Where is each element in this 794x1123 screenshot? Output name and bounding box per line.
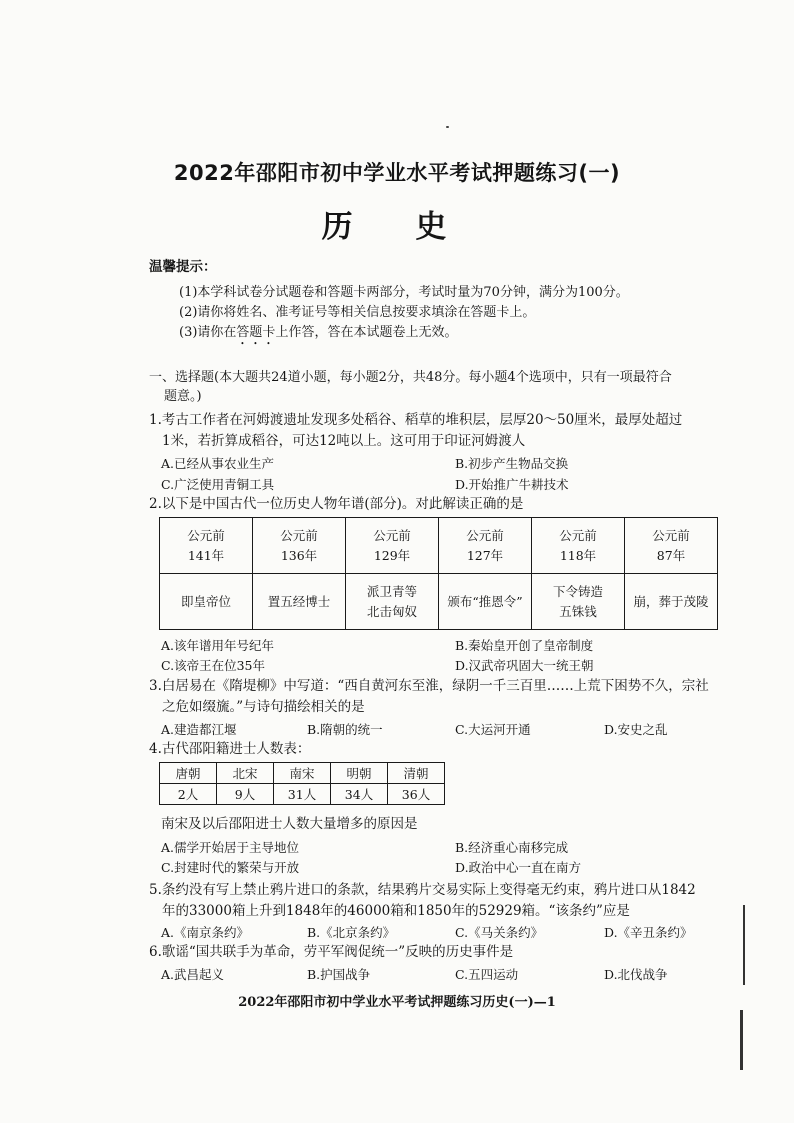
count-row xyxy=(160,784,445,805)
question-5-line-2: 年的33000箱上升到1848年的46000箱和1850年的52929箱。“该条约”应是 xyxy=(162,903,630,919)
q2-option-d: D.汉武帝巩固大一统王朝 xyxy=(455,658,594,673)
q3-option-c: C.大运河开通 xyxy=(455,722,531,737)
section-heading xyxy=(149,368,749,406)
count-cell: 2人 xyxy=(160,784,217,805)
tip-item-3-emphasis: 答题卡 xyxy=(236,325,276,340)
q5-option-b: B.《北京条约》 xyxy=(307,925,396,940)
q5-option-c: C.《马关条约》 xyxy=(455,925,544,940)
q6-option-d: D.北伐战争 xyxy=(604,967,668,982)
q6-option-c: C.五四运动 xyxy=(455,967,519,982)
chronology-table xyxy=(159,517,718,630)
q2-option-a: A.该年谱用年号纪年 xyxy=(161,638,275,653)
dynasty-cell: 清朝 xyxy=(388,763,445,784)
dynasty-row xyxy=(160,763,445,784)
section-line-2: 题意。) xyxy=(164,389,202,404)
q1-option-b: B.初步产生物品交换 xyxy=(455,456,569,471)
section-line-1: 一、选择题(本大题共24道小题，每小题2分，共48分。每小题4个选项中，只有一项最符合 xyxy=(149,370,672,385)
q2-option-b: B.秦始皇开创了皇帝制度 xyxy=(455,638,594,653)
q5-option-d: D.《辛丑条约》 xyxy=(604,925,693,940)
q4-option-c: C.封建时代的繁荣与开放 xyxy=(161,860,300,875)
q3-option-a: A.建造都江堰 xyxy=(161,722,237,737)
question-1-line-1: 1.考古工作者在河姆渡遗址发现多处稻谷、稻草的堆积层，层厚20～50厘米，最厚处超过 xyxy=(149,412,683,428)
scan-edge-line xyxy=(740,1010,743,1070)
q5-option-a: A.《南京条约》 xyxy=(161,925,250,940)
tip-item-3-prefix: (3)请你在 xyxy=(179,325,237,340)
dynasty-cell: 南宋 xyxy=(274,763,331,784)
question-2: 2.以下是中国古代一位历史人物年谱(部分)。对此解读正确的是 xyxy=(149,496,524,512)
question-4-stem: 南宋及以后邵阳进士人数大量增多的原因是 xyxy=(161,816,418,832)
count-cell: 34人 xyxy=(331,784,388,805)
tip-item-3-suffix: 上作答，答在本试题卷上无效。 xyxy=(275,325,458,340)
year-cell: 公元前 136年 xyxy=(253,518,346,574)
chronology-years-row xyxy=(160,518,718,574)
event-cell: 派卫青等 北击匈奴 xyxy=(346,574,439,630)
q4-option-d: D.政治中心一直在南方 xyxy=(455,860,582,875)
scan-speck xyxy=(446,126,449,128)
subject-title: 历 史 xyxy=(321,209,473,245)
count-cell: 31人 xyxy=(274,784,331,805)
chronology-events-row xyxy=(160,574,718,630)
q4-option-b: B.经济重心南移完成 xyxy=(455,840,569,855)
tip-item-3 xyxy=(179,321,457,348)
q4-option-a: A.儒学开始居于主导地位 xyxy=(161,840,300,855)
question-1-line-2: 1米，若折算成稻谷，可达12吨以上。这可用于印证河姆渡人 xyxy=(162,433,526,449)
tips-heading: 温馨提示： xyxy=(149,259,217,275)
question-3-line-2: 之危如缀旒。”与诗句描绘相关的是 xyxy=(162,699,365,715)
event-cell: 即皇帝位 xyxy=(160,574,253,630)
q1-option-d: D.开始推广牛耕技术 xyxy=(455,477,569,492)
dynasty-cell: 明朝 xyxy=(331,763,388,784)
question-1 xyxy=(149,410,754,452)
event-cell: 颁布“推恩令” xyxy=(439,574,532,630)
event-cell: 崩，葬于茂陵 xyxy=(625,574,718,630)
q1-option-a: A.已经从事农业生产 xyxy=(161,456,275,471)
year-cell: 公元前 141年 xyxy=(160,518,253,574)
q6-option-b: B.护国战争 xyxy=(307,967,371,982)
q3-option-d: D.安史之乱 xyxy=(604,722,668,737)
page-footer: 2022年邵阳市初中学业水平考试押题练习历史(一)—1 xyxy=(238,995,556,1010)
scan-edge-line xyxy=(743,905,745,985)
question-5 xyxy=(149,880,754,922)
q6-option-a: A.武昌起义 xyxy=(161,967,225,982)
event-cell: 置五经博士 xyxy=(253,574,346,630)
count-cell: 9人 xyxy=(217,784,274,805)
q2-option-c: C.该帝王在位35年 xyxy=(161,658,265,673)
question-6: 6.歌谣“国共联手为革命，劳平军阀促统一”反映的历史事件是 xyxy=(149,944,514,960)
exam-title: 2022年邵阳市初中学业水平考试押题练习(一) xyxy=(173,161,621,185)
year-cell: 公元前 87年 xyxy=(625,518,718,574)
question-5-line-1: 5.条约没有写上禁止鸦片进口的条款，结果鸦片交易实际上变得毫无约束，鸦片进口从1842 xyxy=(149,882,696,898)
question-4: 4.古代邵阳籍进士人数表： xyxy=(149,741,311,757)
dynasty-cell: 唐朝 xyxy=(160,763,217,784)
count-cell: 36人 xyxy=(388,784,445,805)
tip-item-1: (1)本学科试卷分试题卷和答题卡两部分，考试时量为70分钟，满分为100分。 xyxy=(179,285,629,300)
dynasty-cell: 北宋 xyxy=(217,763,274,784)
year-cell: 公元前 129年 xyxy=(346,518,439,574)
year-cell: 公元前 127年 xyxy=(439,518,532,574)
question-3 xyxy=(149,676,754,718)
q3-option-b: B.隋朝的统一 xyxy=(307,722,383,737)
tip-item-2: (2)请你将姓名、准考证号等相关信息按要求填涂在答题卡上。 xyxy=(179,305,536,320)
year-cell: 公元前 118年 xyxy=(532,518,625,574)
q1-option-c: C.广泛使用青铜工具 xyxy=(161,477,275,492)
question-3-line-1: 3.白居易在《隋堤柳》中写道：“西自黄河东至淮，绿阴一千三百里……上荒下困势不久，宗社 xyxy=(149,678,709,694)
event-cell: 下令铸造 五铢钱 xyxy=(532,574,625,630)
jinshi-table xyxy=(159,762,445,805)
